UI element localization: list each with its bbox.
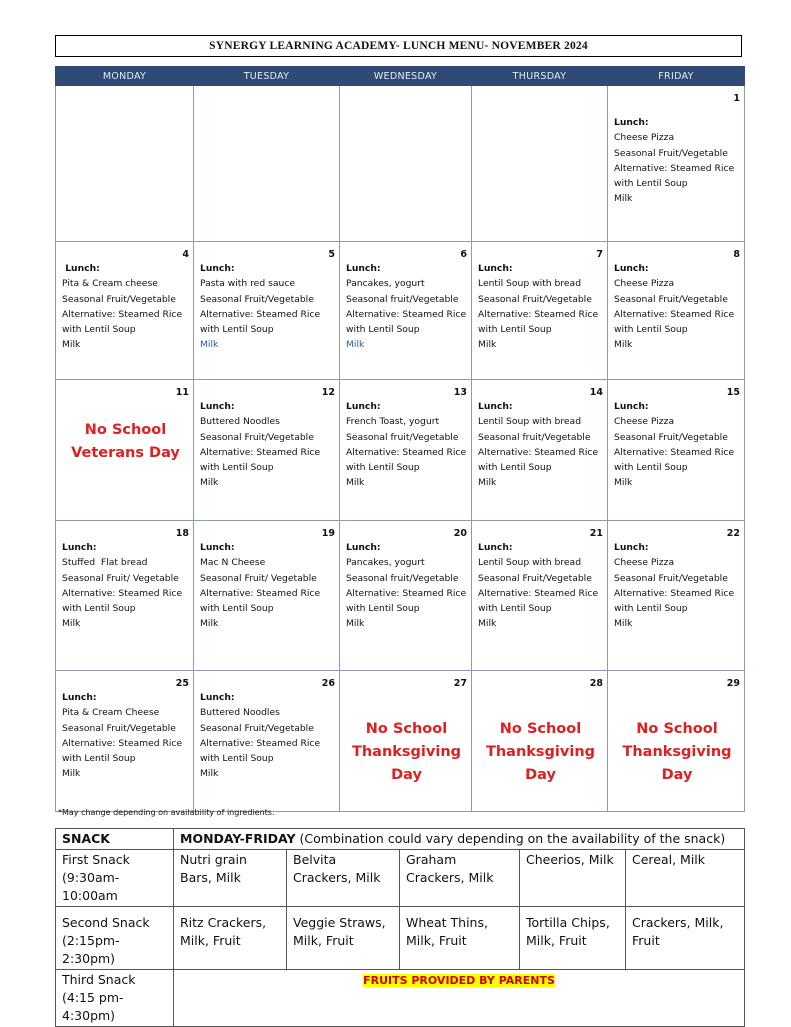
no-school-line: Veterans Day (71, 445, 180, 461)
snack-row (56, 970, 745, 1027)
menu-item: Alternative: Steamed Rice with Lentil Soup (478, 446, 602, 474)
menu-item: Seasonal Fruit/Vegetable (200, 722, 314, 734)
no-school-line: Day (525, 767, 556, 783)
day-cell (340, 86, 472, 242)
page-title: SYNERGY LEARNING ACADEMY- LUNCH MENU- NOVEMBER 2024 (55, 35, 742, 57)
day-number: 7 (596, 249, 603, 260)
menu-item: Buttered Noodles (200, 416, 280, 428)
menu-item: Alternative: Steamed Rice with Lentil Soup (200, 587, 324, 615)
menu-item: Alternative: Steamed Rice with Lentil Soup (346, 587, 470, 615)
lunch-label: Lunch: (614, 542, 649, 553)
menu-item: Seasonal Fruit/ Vegetable (200, 572, 317, 584)
lunch-label: Lunch: (62, 263, 100, 274)
day-cell (472, 86, 608, 242)
menu-item: Cheese Pizza (614, 416, 675, 428)
snack-option: Tortilla Chips, Milk, Fruit (520, 907, 626, 970)
menu-item: Alternative: Steamed Rice with Lentil Soup (614, 308, 738, 336)
menu-item: Alternative: Steamed Rice with Lentil Soup (62, 737, 186, 765)
day-cell (194, 521, 340, 671)
week-row (56, 380, 745, 521)
lunch-label: Lunch: (478, 542, 513, 553)
menu-item: Seasonal Fruit/Vegetable (614, 293, 728, 305)
snack-header-days-cell (174, 829, 745, 850)
day-number: 25 (175, 678, 189, 689)
menu-item: Pita & Cream Cheese (62, 707, 160, 719)
menu-item: Milk (614, 339, 633, 351)
menu-item: Milk (478, 339, 497, 351)
menu-item: Alternative: Steamed Rice with Lentil Soup (200, 737, 324, 765)
day-number: 22 (726, 528, 740, 539)
menu-item: Milk (200, 339, 219, 351)
day-cell (608, 671, 745, 812)
snack-option: Graham Crackers, Milk (400, 850, 520, 907)
snack-option: Belvita Crackers, Milk (287, 850, 400, 907)
footnote: *May change depending on availability of ingredients. (58, 808, 275, 817)
lunch-label: Lunch: (62, 542, 97, 553)
snack-header-days: MONDAY-FRIDAY (180, 831, 296, 846)
menu-item: Milk (200, 477, 219, 489)
day-cell (56, 242, 194, 380)
snack-option: Nutri grain Bars, Milk (174, 850, 287, 907)
menu-item: Lentil Soup with bread (478, 278, 582, 290)
lunch-label: Lunch: (346, 263, 381, 274)
menu-item: Seasonal Fruit/ Vegetable (62, 572, 179, 584)
menu-item: French Toast, yogurt (346, 416, 440, 428)
no-school-line: Day (661, 767, 693, 783)
snack-time-label: Second Snack (2:15pm-2:30pm) (56, 907, 174, 970)
day-number: 29 (726, 678, 740, 689)
day-cell (340, 242, 472, 380)
day-number: 21 (589, 528, 603, 539)
no-school-notice (614, 718, 740, 787)
menu-item: Seasonal fruit/Vegetable (346, 572, 459, 584)
no-school-line: No School (636, 721, 718, 737)
day-cell (56, 86, 194, 242)
menu-item: Pancakes, yogurt (346, 278, 425, 290)
snack-header-row (56, 829, 745, 850)
no-school-line: No School (84, 422, 167, 438)
day-cell (340, 380, 472, 521)
day-number: 6 (460, 249, 467, 260)
menu-item: Pancakes, yogurt (346, 557, 425, 569)
day-number: 26 (321, 678, 335, 689)
menu-item: Alternative: Steamed Rice with Lentil Soup (62, 308, 186, 336)
menu-item: Alternative: Steamed Rice with Lentil Soup (478, 587, 602, 615)
weekday-header-friday: FRIDAY (608, 67, 745, 86)
menu-item: Alternative: Steamed Rice with Lentil Soup (200, 308, 324, 336)
menu-item: Seasonal Fruit/Vegetable (614, 431, 728, 443)
day-cell (56, 380, 194, 521)
day-number: 15 (726, 387, 740, 398)
menu-item: Seasonal Fruit/Vegetable (62, 293, 176, 305)
menu-item: Seasonal Fruit/Vegetable (478, 293, 592, 305)
day-number: 19 (321, 528, 335, 539)
snack-option: Cheerios, Milk (520, 850, 626, 907)
day-number: 20 (453, 528, 467, 539)
menu-item: Mac N Cheese (200, 557, 266, 569)
day-cell (608, 86, 745, 242)
snack-time-label: Third Snack (4:15 pm-4:30pm) (56, 970, 174, 1027)
week-row (56, 242, 745, 380)
menu-item: Alternative: Steamed Rice with Lentil Soup (614, 162, 738, 190)
no-school-line: No School (499, 721, 582, 737)
snack-header-note: (Combination could vary depending on the availability of the snack) (295, 831, 726, 846)
day-number: 28 (589, 678, 603, 689)
menu-item: Alternative: Steamed Rice with Lentil Soup (346, 446, 470, 474)
weekday-header-monday: MONDAY (56, 67, 194, 86)
snack-option: Ritz Crackers, Milk, Fruit (174, 907, 287, 970)
menu-item: Milk (478, 477, 497, 489)
snack-time-label: First Snack (9:30am-10:00am (56, 850, 174, 907)
menu-item: Pasta with red sauce (200, 278, 296, 290)
menu-item: Seasonal fruit/Vegetable (478, 431, 591, 443)
menu-item: Seasonal fruit/Vegetable (346, 293, 459, 305)
lunch-label: Lunch: (200, 692, 235, 703)
day-cell (608, 242, 745, 380)
menu-item: Milk (478, 618, 497, 630)
day-cell (472, 521, 608, 671)
snack-row (56, 850, 745, 907)
menu-item: Milk (346, 618, 365, 630)
menu-item: Milk (614, 477, 633, 489)
snack-option: Cereal, Milk (626, 850, 745, 907)
menu-item: Alternative: Steamed Rice with Lentil Soup (614, 587, 738, 615)
day-number: 12 (321, 387, 335, 398)
snack-row (56, 907, 745, 970)
snack-option: Wheat Thins, Milk, Fruit (400, 907, 520, 970)
lunch-label: Lunch: (346, 542, 381, 553)
day-number: 27 (453, 678, 467, 689)
menu-item: Milk (614, 618, 633, 630)
lunch-label: Lunch: (200, 401, 235, 412)
weekday-header-wednesday: WEDNESDAY (340, 67, 472, 86)
lunch-label: Lunch: (614, 117, 649, 128)
no-school-line: No School (365, 721, 448, 737)
weekday-header-row (56, 67, 745, 86)
day-cell (194, 380, 340, 521)
snack-option: Crackers, Milk, Fruit (626, 907, 745, 970)
no-school-notice (346, 718, 467, 787)
day-number: 8 (733, 249, 740, 260)
menu-item: Seasonal Fruit/Vegetable (614, 147, 728, 159)
weekday-header-thursday: THURSDAY (472, 67, 608, 86)
snack-header-label: SNACK (56, 829, 174, 850)
snack-table (55, 828, 745, 1027)
menu-item: Milk (200, 618, 219, 630)
menu-item: Seasonal Fruit/Vegetable (478, 572, 592, 584)
no-school-notice (62, 419, 189, 465)
menu-item: Milk (614, 193, 633, 205)
menu-item: Buttered Noodles (200, 707, 280, 719)
fruits-by-parents-notice: FRUITS PROVIDED BY PARENTS (363, 974, 555, 987)
day-cell (194, 242, 340, 380)
day-cell (472, 242, 608, 380)
day-cell (608, 380, 745, 521)
menu-item: Milk (346, 339, 365, 351)
lunch-label: Lunch: (614, 263, 649, 274)
no-school-line: Thanksgiving (485, 744, 596, 760)
menu-item: Pita & Cream cheese (62, 278, 158, 290)
menu-item: Seasonal Fruit/Vegetable (614, 572, 728, 584)
menu-item: Seasonal Fruit/Vegetable (200, 431, 314, 443)
no-school-line: Thanksgiving (351, 744, 462, 760)
no-school-notice (478, 718, 603, 787)
weekday-header-tuesday: TUESDAY (194, 67, 340, 86)
menu-item: Cheese Pizza (614, 132, 675, 144)
menu-item: Alternative: Steamed Rice with Lentil Soup (478, 308, 602, 336)
day-cell (56, 521, 194, 671)
menu-item: Milk (62, 339, 81, 351)
day-number: 14 (589, 387, 603, 398)
day-cell (608, 521, 745, 671)
menu-item: Seasonal Fruit/Vegetable (62, 722, 176, 734)
lunch-label: Lunch: (200, 263, 235, 274)
lunch-label: Lunch: (614, 401, 649, 412)
menu-item: Seasonal fruit/Vegetable (346, 431, 459, 443)
snack-option: Veggie Straws, Milk, Fruit (287, 907, 400, 970)
menu-item: Cheese Pizza (614, 557, 675, 569)
day-cell (340, 521, 472, 671)
lunch-calendar (55, 66, 745, 812)
menu-item: Alternative: Steamed Rice with Lentil Soup (62, 587, 186, 615)
menu-item: Seasonal Fruit/Vegetable (200, 293, 314, 305)
day-cell (56, 671, 194, 812)
day-number: 4 (182, 249, 189, 260)
day-number: 13 (453, 387, 467, 398)
no-school-line: Day (391, 767, 422, 783)
menu-item: Lentil Soup with bread (478, 416, 582, 428)
day-number: 18 (175, 528, 189, 539)
menu-item: Lentil Soup with bread (478, 557, 582, 569)
day-cell (472, 671, 608, 812)
day-cell (194, 671, 340, 812)
lunch-label: Lunch: (346, 401, 381, 412)
menu-item: Milk (346, 477, 365, 489)
snack-parents-cell (174, 970, 745, 1027)
lunch-label: Lunch: (478, 401, 513, 412)
day-number: 5 (328, 249, 335, 260)
lunch-label: Lunch: (478, 263, 513, 274)
lunch-label: Lunch: (62, 692, 97, 703)
menu-item: Alternative: Steamed Rice with Lentil Soup (614, 446, 738, 474)
day-cell (472, 380, 608, 521)
day-number: 11 (175, 387, 189, 398)
menu-item: Stuffed Flat bread (62, 557, 148, 569)
lunch-label: Lunch: (200, 542, 235, 553)
menu-item: Alternative: Steamed Rice with Lentil Soup (346, 308, 470, 336)
menu-item: Cheese Pizza (614, 278, 675, 290)
week-row (56, 671, 745, 812)
week-row (56, 86, 745, 242)
menu-item: Milk (62, 768, 81, 780)
week-row (56, 521, 745, 671)
day-cell (194, 86, 340, 242)
no-school-line: Thanksgiving (622, 744, 732, 760)
menu-item: Milk (200, 768, 219, 780)
day-cell (340, 671, 472, 812)
day-number: 1 (733, 93, 740, 104)
menu-item: Milk (62, 618, 81, 630)
menu-item: Alternative: Steamed Rice with Lentil Soup (200, 446, 324, 474)
